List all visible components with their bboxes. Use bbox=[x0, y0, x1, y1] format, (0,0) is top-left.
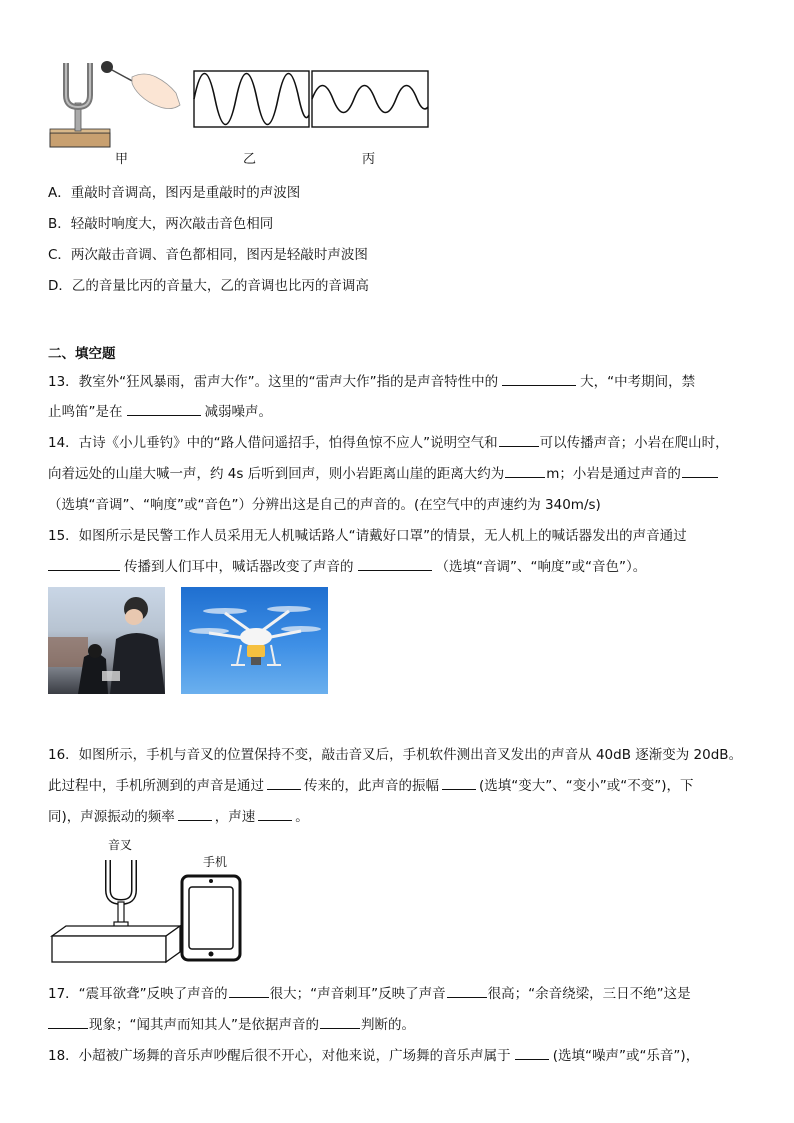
question-16-line-3: 同)，声源振动的频率 ，声速 。 bbox=[48, 809, 309, 825]
question-17-line-2: 现象；“闻其声而知其人”是依据声音的 判断的。 bbox=[48, 1013, 415, 1033]
option-d: D．乙的音量比丙的音量大，乙的音调也比丙的音调高 bbox=[48, 278, 369, 294]
option-a: A．重敲时音调高，图丙是重敲时的声波图 bbox=[48, 185, 301, 201]
question-15-line-1: 15．如图所示是民警工作人员采用无人机喊话路人“请戴好口罩”的情景，无人机上的喊话器发出的声音通过 bbox=[48, 528, 687, 544]
section-title: 二、填空题 bbox=[48, 346, 116, 362]
drone-photo bbox=[181, 587, 328, 694]
option-c: C．两次敲击音调、音色都相同，图丙是轻敲时声波图 bbox=[48, 247, 368, 263]
label-phone: 手机 bbox=[203, 855, 228, 869]
question-14-line-2: 向着远处的山崖大喊一声，约 4s 后听到回声，则小岩距离山崖的距离大约为 m；小岩是通过声音的 bbox=[48, 462, 719, 482]
caption-yi: 乙 bbox=[243, 152, 257, 167]
police-photo bbox=[48, 587, 165, 694]
question-15-line-2: 传播到人们耳中，喊话器改变了声音的 （选填“音调”、“响度”或“音色”）。 bbox=[48, 555, 646, 575]
tuning-fork-figure bbox=[44, 55, 444, 155]
question-16-line-1: 16．如图所示，手机与音叉的位置保持不变，敲击音叉后，手机软件测出音叉发出的声音从 40dB 逐渐变为 20dB。 bbox=[48, 747, 743, 763]
question-18-line-1: 18．小超被广场舞的音乐声吵醒后很不开心，对他来说，广场舞的音乐声属于 (选填“噪声”或“乐音”)， bbox=[48, 1048, 700, 1064]
label-tuning-fork: 音叉 bbox=[108, 838, 133, 852]
question-16-line-2: 此过程中，手机所测到的声音是通过 传来的，此声音的振幅 (选填“变大”、“变小”或“不变”)，下 bbox=[48, 778, 694, 794]
fork-phone-figure bbox=[48, 850, 248, 965]
question-17-line-1: 17．“震耳欲聋”反映了声音的 很大；“声音刺耳”反映了声音 很高；“余音绕梁，三日不绝”这是 bbox=[48, 986, 691, 1002]
caption-jia: 甲 bbox=[115, 152, 129, 167]
option-b: B．轻敲时响度大，两次敲击音色相同 bbox=[48, 216, 274, 232]
question-14-line-1: 14．古诗《小儿垂钓》中的“路人借问遥招手，怕得鱼惊不应人”说明空气和 可以传播声音；小岩在爬山时， bbox=[48, 435, 729, 451]
question-13-line-1: 13．教室外“狂风暴雨，雷声大作”。这里的“雷声大作”指的是声音特性中的 大，“中考期间，禁 bbox=[48, 374, 696, 390]
question-13-line-2: 止鸣笛”是在 减弱噪声。 bbox=[48, 404, 272, 420]
caption-bing: 丙 bbox=[362, 152, 376, 167]
question-14-line-3: （选填“音调”、“响度”或“音色”）分辨出这是自己的声音的。(在空气中的声速约为 340m/s) bbox=[48, 497, 601, 513]
